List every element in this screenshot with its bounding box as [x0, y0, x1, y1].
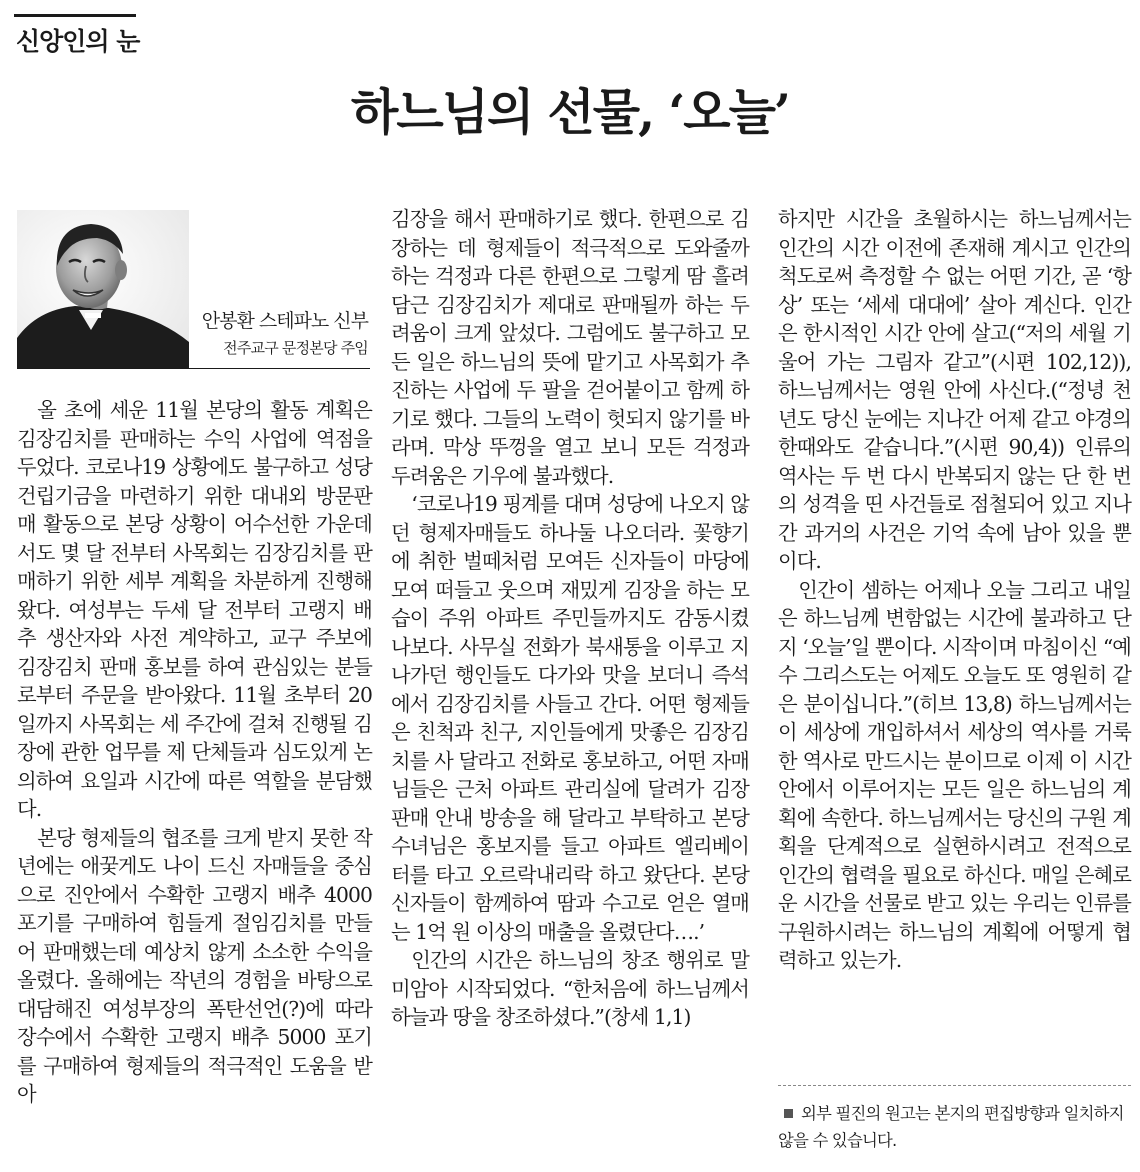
article-column-1	[17, 396, 372, 1109]
article-column-2	[391, 205, 749, 1032]
paragraph: 올 초에 세운 11월 본당의 활동 계획은 김장김치를 판매하는 수익 사업에 역점을 두었다. 코로나19 상황에도 불구하고 성당 건립기금을 마련하기 위한 대내외 방문판매 활동으로 본당 상황이 어수선한 가운데서도 몇 달 전부터 사목회는 김장김치를 판매하기 위한 세부 계획을 차분하게 진행해왔다. 여성부는 두세 달 전부터 고랭지 배추 생산자와 사전 계약하고, 교구 주보에 김장김치 판매 홍보를 하여 관심있는 분들로부터 주문을 받아왔다. 11월 초부터 20일까지 사목회는 세 주간에 걸쳐 진행될 김장에 관한 업무를 제 단체들과 심도있게 논의하여 요일과 시간에 따른 역할을 분담했다.	[17, 398, 372, 821]
disclaimer-divider	[778, 1085, 1131, 1086]
square-bullet-icon	[784, 1109, 793, 1118]
author-name: 안봉환 스테파노 신부	[201, 310, 368, 332]
author-role: 전주교구 문정본당 주임	[223, 339, 368, 357]
author-byline	[202, 306, 368, 360]
section-label: 신앙인의 눈	[16, 27, 140, 56]
author-photo	[17, 210, 189, 368]
section-rule	[14, 14, 136, 17]
disclaimer-note	[778, 1100, 1130, 1154]
disclaimer-text: 외부 필진의 원고는 본지의 편집방향과 일치하지 않을 수 있습니다.	[778, 1104, 1124, 1150]
paragraph: 본당 형제들의 협조를 크게 받지 못한 작년에는 애꿎게도 나이 드신 자매들을 중심으로 진안에서 수확한 고랭지 배추 4000포기를 구매하여 힘들게 절임김치를 만들어 판매했는데 예상치 않게 소소한 수익을 올렸다. 올해에는 작년의 경험을 바탕으로 대담해진 여성부장의 폭탄선언(?)에 따라 장수에서 수확한 고랭지 배추 5000 포기를 구매하여 형제들의 적극적인 도움을 받아	[17, 825, 372, 1106]
paragraph: 하지만 시간을 초월하시는 하느님께서는 인간의 시간 이전에 존재해 계시고 인간의 척도로써 측정할 수 없는 어떤 기간, 곧 ‘항상’ 또는 ‘세세 대대에’ 살아 계신다. 인간은 한시적인 시간 안에 살고(“저의 세월 기울어 가는 그림자 같고”(시편 102,12)), 하느님께서는 영원 안에 사신다.(“정녕 천 년도 당신 눈에는 지나간 어제 같고 야경의 한때와도 같습니다.”(시편 90,4)) 인류의 역사는 두 번 다시 반복되지 않는 단 한 번의 성격을 띤 사건들로 점철되어 있고 지나간 과거의 사건은 기억 속에 남아 있을 뿐이다.	[778, 207, 1131, 573]
paragraph: 인간의 시간은 하느님의 창조 행위로 말미암아 시작되었다. “한처음에 하느님께서 하늘과 땅을 창조하셨다.”(창세 1,1)	[391, 948, 749, 1029]
paragraph: 김장을 해서 판매하기로 했다. 한편으로 김장하는 데 형제들이 적극적으로 도와줄까 하는 걱정과 다른 한편으로 그렇게 땀 흘려 담근 김장김치가 제대로 판매될까 하는 두려움이 크게 앞섰다. 그럼에도 불구하고 모든 일은 하느님의 뜻에 맡기고 사목회가 추진하는 사업에 두 팔을 걷어붙이고 함께 하기로 했다. 그들의 노력이 헛되지 않기를 바라며. 막상 뚜껑을 열고 보니 모든 걱정과 두려움은 기우에 불과했다.	[391, 207, 749, 488]
byline-divider	[17, 368, 370, 369]
paragraph: 인간이 셈하는 어제나 오늘 그리고 내일은 하느님께 변함없는 시간에 불과하고 단지 ‘오늘’일 뿐이다. 시작이며 마침이신 “예수 그리스도는 어제도 오늘도 또 영원히 같은 분이십니다.”(히브 13,8) 하느님께서는 이 세상에 개입하셔서 세상의 역사를 거룩한 역사로 만드시는 분이므로 이제 이 시간 안에서 이루어지는 모든 일은 하느님의 계획에 속한다. 하느님께서는 당신의 구원 계획을 단계적으로 실현하시려고 전적으로 인간의 협력을 필요로 하신다. 매일 은혜로운 시간을 선물로 받고 있는 우리는 인류를 구원하시려는 하느님의 계획에 어떻게 협력하고 있는가.	[778, 577, 1131, 972]
headline: 하느님의 선물, ‘오늘’	[351, 83, 789, 141]
article-column-3	[778, 205, 1131, 975]
paragraph: ‘코로나19 핑계를 대며 성당에 나오지 않던 형제자매들도 하나둘 나오더라. 꽃향기에 취한 벌떼처럼 모여든 신자들이 마당에 모여 떠들고 웃으며 재밌게 김장을 하는 모습이 주위 아파트 주민들까지도 감동시켰나보다. 사무실 전화가 북새통을 이루고 지나가던 행인들도 다가와 맛을 보더니 즉석에서 김장김치를 사들고 간다. 어떤 형제들은 친척과 친구, 지인들에게 맛좋은 김장김치를 사 달라고 전화로 홍보하고, 어떤 자매님들은 근처 아파트 관리실에 달려가 김장 판매 안내 방송을 해 달라고 부탁하고 본당 수녀님은 홍보지를 들고 아파트 엘리베이터를 타고 오르락내리락 하고 왔단다. 본당 신자들이 함께하여 땀과 수고로 얻은 열매는 1억 원 이상의 매출을 올렸단다….’	[391, 492, 749, 944]
